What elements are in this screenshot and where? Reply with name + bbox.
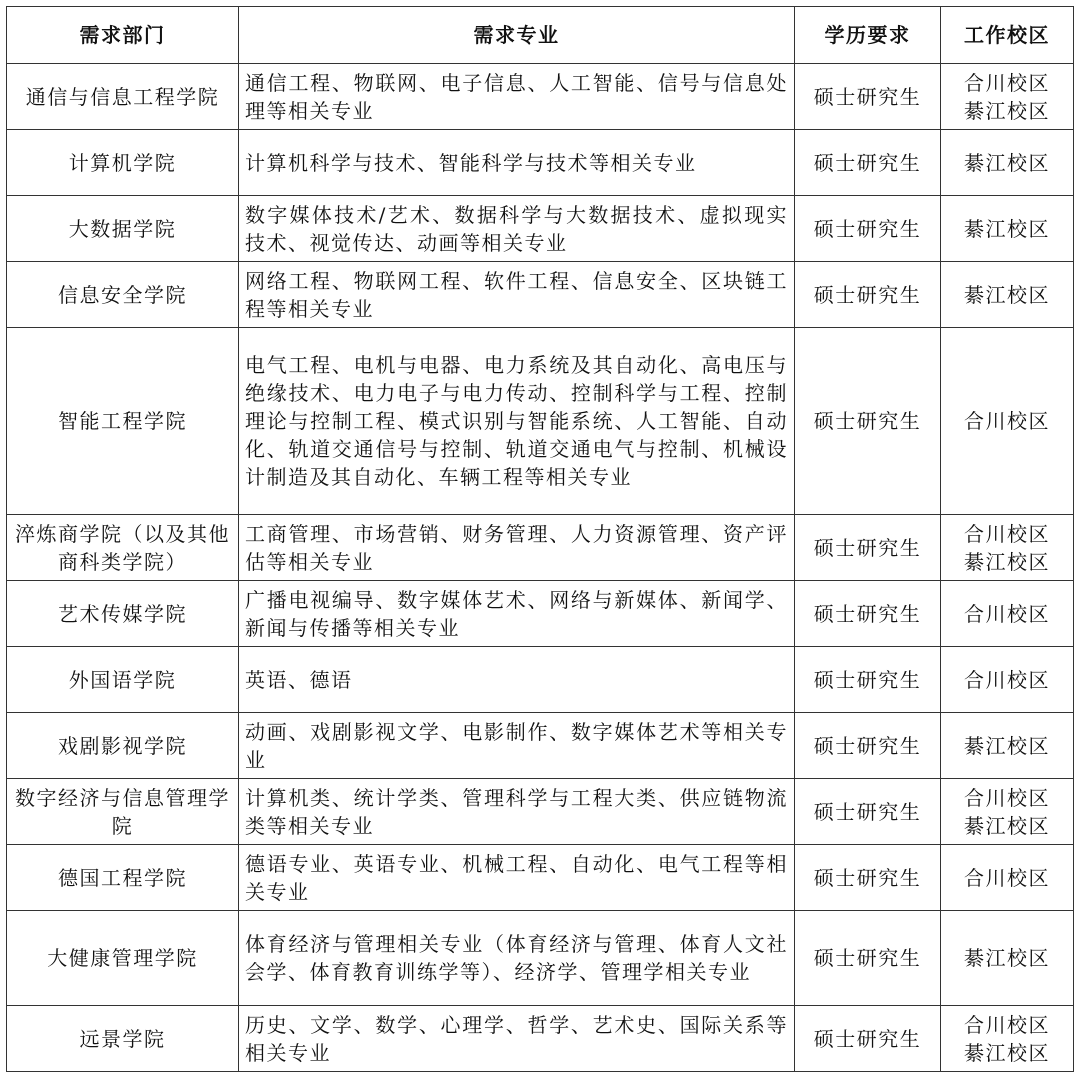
recruitment-table — [6, 6, 1074, 1072]
department-cell: 信息安全学院 — [7, 262, 239, 328]
table-row — [7, 262, 1074, 328]
header-degree: 学历要求 — [795, 7, 941, 64]
degree-cell: 硕士研究生 — [795, 713, 941, 779]
campus-cell — [941, 262, 1074, 328]
table-row — [7, 1006, 1074, 1072]
major-cell: 广播电视编导、数字媒体艺术、网络与新媒体、新闻学、新闻与传播等相关专业 — [239, 581, 795, 647]
degree-cell: 硕士研究生 — [795, 845, 941, 911]
recruitment-table-container — [6, 6, 1074, 1072]
degree-cell: 硕士研究生 — [795, 130, 941, 196]
table-row — [7, 328, 1074, 515]
header-major: 需求专业 — [239, 7, 795, 64]
major-cell: 计算机科学与技术、智能科学与技术等相关专业 — [239, 130, 795, 196]
department-cell: 计算机学院 — [7, 130, 239, 196]
major-cell: 电气工程、电机与电器、电力系统及其自动化、高电压与绝缘技术、电力电子与电力传动、控制科学与工程、控制理论与控制工程、模式识别与智能系统、人工智能、自动化、轨道交通信号与控制、轨道交通电气与控制、机械设计制造及其自动化、车辆工程等相关专业 — [239, 328, 795, 515]
campus-cell — [941, 779, 1074, 845]
campus-cell — [941, 647, 1074, 713]
degree-cell: 硕士研究生 — [795, 196, 941, 262]
campus-cell — [941, 196, 1074, 262]
campus-name: 綦江校区 — [964, 282, 1050, 307]
campus-name: 綦江校区 — [964, 733, 1050, 758]
table-row — [7, 64, 1074, 130]
campus-cell — [941, 1006, 1074, 1072]
major-cell: 通信工程、物联网、电子信息、人工智能、信号与信息处理等相关专业 — [239, 64, 795, 130]
campus-cell — [941, 713, 1074, 779]
campus-name: 綦江校区 — [964, 216, 1050, 241]
campus-cell — [941, 845, 1074, 911]
department-cell: 数字经济与信息管理学院 — [7, 779, 239, 845]
table-header-row — [7, 7, 1074, 64]
major-cell: 体育经济与管理相关专业（体育经济与管理、体育人文社会学、体育教育训练学等）、经济学、管理学相关专业 — [239, 911, 795, 1006]
department-cell: 淬炼商学院（以及其他商科类学院） — [7, 515, 239, 581]
campus-cell — [941, 515, 1074, 581]
major-cell: 计算机类、统计学类、管理科学与工程大类、供应链物流类等相关专业 — [239, 779, 795, 845]
table-row — [7, 130, 1074, 196]
table-row — [7, 196, 1074, 262]
campus-name: 合川校区 — [964, 70, 1050, 95]
department-cell: 艺术传媒学院 — [7, 581, 239, 647]
table-row — [7, 581, 1074, 647]
degree-cell: 硕士研究生 — [795, 328, 941, 515]
header-department: 需求部门 — [7, 7, 239, 64]
table-row — [7, 779, 1074, 845]
campus-name: 綦江校区 — [964, 946, 1050, 970]
campus-name: 綦江校区 — [964, 1040, 1050, 1065]
degree-cell: 硕士研究生 — [795, 1006, 941, 1072]
table-row — [7, 911, 1074, 1006]
table-row — [7, 647, 1074, 713]
degree-cell: 硕士研究生 — [795, 64, 941, 130]
campus-name: 合川校区 — [964, 1012, 1050, 1037]
major-cell: 网络工程、物联网工程、软件工程、信息安全、区块链工程等相关专业 — [239, 262, 795, 328]
table-row — [7, 515, 1074, 581]
table-row — [7, 845, 1074, 911]
degree-cell: 硕士研究生 — [795, 779, 941, 845]
department-cell: 智能工程学院 — [7, 328, 239, 515]
department-cell: 德国工程学院 — [7, 845, 239, 911]
department-cell: 戏剧影视学院 — [7, 713, 239, 779]
department-cell: 远景学院 — [7, 1006, 239, 1072]
campus-cell — [941, 328, 1074, 515]
major-cell: 数字媒体技术/艺术、数据科学与大数据技术、虚拟现实技术、视觉传达、动画等相关专业 — [239, 196, 795, 262]
major-cell: 德语专业、英语专业、机械工程、自动化、电气工程等相关专业 — [239, 845, 795, 911]
department-cell: 大健康管理学院 — [7, 911, 239, 1006]
major-cell: 工商管理、市场营销、财务管理、人力资源管理、资产评估等相关专业 — [239, 515, 795, 581]
major-cell: 历史、文学、数学、心理学、哲学、艺术史、国际关系等相关专业 — [239, 1006, 795, 1072]
department-cell: 外国语学院 — [7, 647, 239, 713]
degree-cell: 硕士研究生 — [795, 262, 941, 328]
major-cell: 动画、戏剧影视文学、电影制作、数字媒体艺术等相关专业 — [239, 713, 795, 779]
campus-name: 綦江校区 — [964, 98, 1050, 123]
campus-cell — [941, 911, 1074, 1006]
campus-name: 合川校区 — [964, 667, 1050, 692]
department-cell: 大数据学院 — [7, 196, 239, 262]
campus-cell — [941, 64, 1074, 130]
department-cell: 通信与信息工程学院 — [7, 64, 239, 130]
campus-name: 綦江校区 — [964, 549, 1050, 574]
degree-cell: 硕士研究生 — [795, 647, 941, 713]
campus-name: 合川校区 — [964, 601, 1050, 626]
campus-name: 合川校区 — [964, 785, 1050, 810]
campus-cell — [941, 130, 1074, 196]
campus-cell — [941, 581, 1074, 647]
campus-name: 綦江校区 — [964, 813, 1050, 838]
header-campus: 工作校区 — [941, 7, 1074, 64]
campus-name: 綦江校区 — [964, 150, 1050, 175]
table-row — [7, 713, 1074, 779]
major-cell: 英语、德语 — [239, 647, 795, 713]
degree-cell: 硕士研究生 — [795, 581, 941, 647]
campus-name: 合川校区 — [964, 865, 1050, 890]
degree-cell: 硕士研究生 — [795, 911, 941, 1006]
degree-cell: 硕士研究生 — [795, 515, 941, 581]
campus-name: 合川校区 — [964, 409, 1050, 433]
campus-name: 合川校区 — [964, 521, 1050, 546]
